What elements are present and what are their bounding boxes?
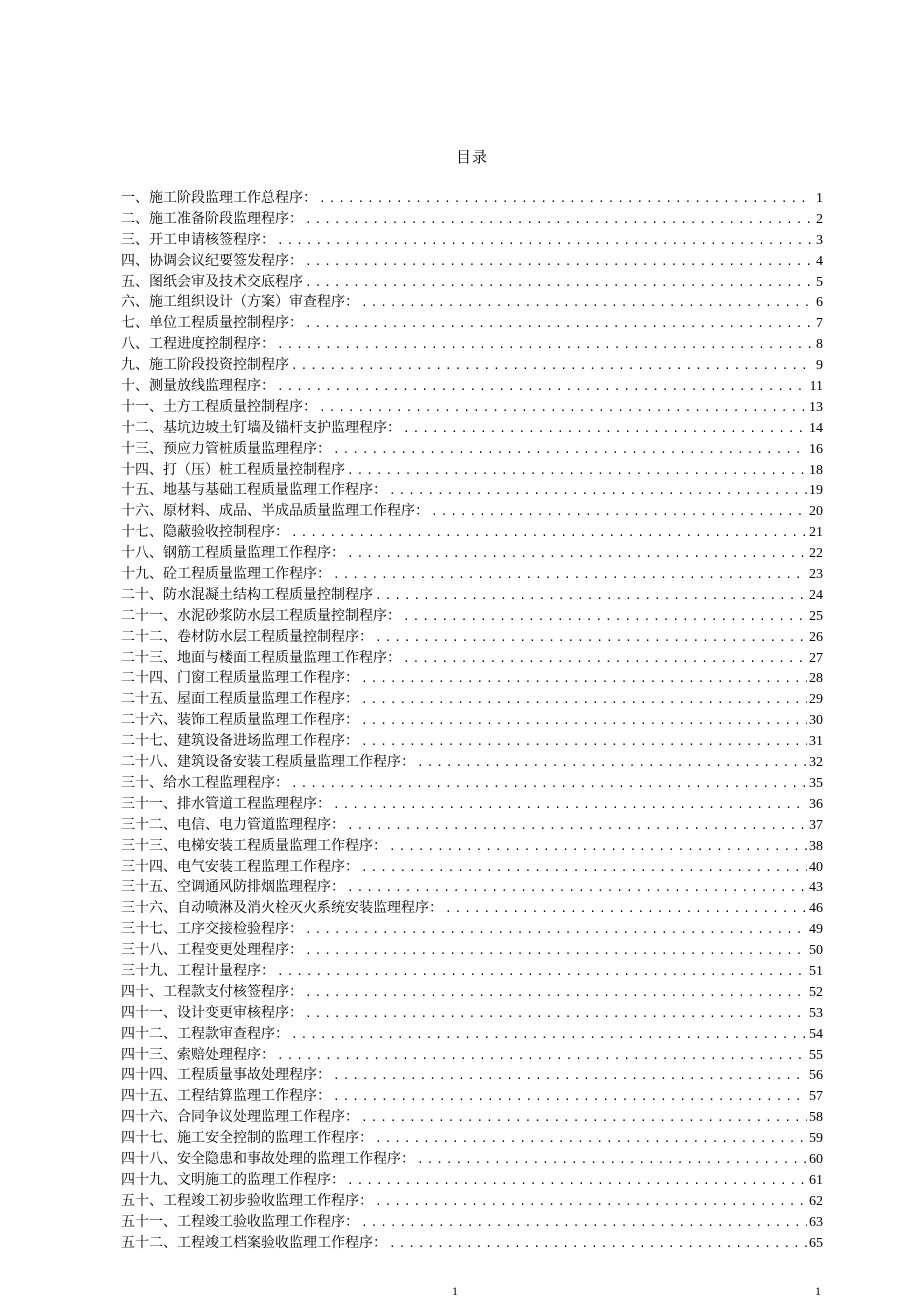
toc-entry-title: 四十二、工程款审查程序： <box>121 1025 289 1042</box>
toc-entry-title: 三十九、工程计量程序： <box>121 962 275 979</box>
toc-entry-title: 四十五、工程结算监理工作程序： <box>121 1088 331 1105</box>
dot-leader <box>277 335 812 356</box>
dot-leader <box>389 481 807 502</box>
toc-entry-title: 五十、工程竣工初步验收监理工作程序： <box>121 1192 373 1209</box>
dot-leader <box>305 252 812 273</box>
toc-entry[interactable] <box>121 1045 823 1066</box>
toc-entry[interactable] <box>121 752 823 773</box>
toc-entry-title: 二十五、屋面工程质量监理工作程序： <box>121 691 359 708</box>
dot-leader <box>375 1129 807 1150</box>
dot-leader <box>361 690 807 711</box>
dot-leader <box>333 795 807 816</box>
toc-entry[interactable] <box>121 292 823 313</box>
toc-entry-title: 四十九、文明施工的监理工作程序： <box>121 1171 345 1188</box>
toc-entry[interactable] <box>121 376 823 397</box>
toc-entry-title: 六、施工组织设计（方案）审查程序： <box>121 294 359 311</box>
dot-leader <box>431 502 807 523</box>
dot-leader <box>417 753 807 774</box>
dot-leader <box>361 1213 807 1234</box>
dot-leader <box>291 523 807 544</box>
toc-entry[interactable] <box>121 606 823 627</box>
dot-leader <box>403 649 807 670</box>
toc-entry-page-number: 65 <box>809 1235 823 1251</box>
toc-entry[interactable] <box>121 1024 823 1045</box>
dot-leader <box>305 983 807 1004</box>
toc-entry[interactable] <box>121 1128 823 1149</box>
toc-entry-title: 十二、基坑边坡土钉墙及锚杆支护监理程序： <box>121 419 401 436</box>
dot-leader <box>347 878 807 899</box>
toc-entry[interactable] <box>121 522 823 543</box>
toc-entry-page-number: 56 <box>809 1068 823 1084</box>
toc-entry-page-number: 9 <box>816 358 823 374</box>
toc-entry-page-number: 16 <box>809 441 823 457</box>
toc-entry-page-number: 49 <box>809 922 823 938</box>
toc-entry-title: 二、施工准备阶段监理程序： <box>121 210 303 227</box>
dot-leader <box>305 314 812 335</box>
toc-title: 目录 <box>455 148 488 166</box>
dot-leader <box>445 899 807 920</box>
dot-leader <box>361 293 812 314</box>
toc-entry-page-number: 53 <box>809 1005 823 1021</box>
toc-entry-page-number: 40 <box>809 859 823 875</box>
toc-entry[interactable] <box>121 710 823 731</box>
toc-entry[interactable] <box>121 648 823 669</box>
toc-entry[interactable] <box>121 209 823 230</box>
dot-leader <box>389 1234 807 1255</box>
dot-leader <box>403 419 807 440</box>
toc-entry[interactable] <box>121 1233 823 1254</box>
toc-entry-page-number: 62 <box>809 1193 823 1209</box>
toc-entry-page-number: 36 <box>809 796 823 812</box>
toc-entry-page-number: 58 <box>809 1110 823 1126</box>
dot-leader <box>305 941 807 962</box>
toc-entry-title: 二十六、装饰工程质量监理工作程序： <box>121 712 359 729</box>
toc-entry-page-number: 54 <box>809 1026 823 1042</box>
dot-leader <box>361 732 807 753</box>
toc-entry-title: 二十一、水泥砂浆防水层工程质量控制程序： <box>121 607 401 624</box>
toc-entry[interactable] <box>121 1212 823 1233</box>
dot-leader <box>333 440 807 461</box>
dot-leader <box>319 189 812 210</box>
toc-entry-title: 四十一、设计变更审核程序： <box>121 1004 303 1021</box>
toc-entry-title: 十六、原材料、成品、半成品质量监理工作程序： <box>121 503 429 520</box>
toc-entry-page-number: 60 <box>809 1151 823 1167</box>
dot-leader <box>347 816 807 837</box>
toc-entry[interactable] <box>121 334 823 355</box>
dot-leader <box>361 858 807 879</box>
toc-entry[interactable] <box>121 961 823 982</box>
toc-entry-title: 四十七、施工安全控制的监理工作程序： <box>121 1130 373 1147</box>
toc-entry-title: 五、图纸会审及技术交底程序 <box>121 273 303 290</box>
toc-entry-page-number: 27 <box>809 650 823 666</box>
toc-list <box>121 188 823 1253</box>
toc-entry[interactable] <box>121 418 823 439</box>
toc-entry[interactable] <box>121 480 823 501</box>
toc-entry-title: 十三、预应力管桩质量监理程序： <box>121 440 331 457</box>
toc-entry-title: 三、开工申请核签程序： <box>121 231 275 248</box>
toc-entry-title: 十四、打（压）桩工程质量控制程序 <box>121 461 345 478</box>
toc-entry[interactable] <box>121 1086 823 1107</box>
toc-entry-page-number: 51 <box>809 963 823 979</box>
dot-leader <box>347 461 807 482</box>
toc-entry[interactable] <box>121 731 823 752</box>
toc-entry-title: 四、协调会议纪要签发程序： <box>121 252 303 269</box>
toc-entry-page-number: 63 <box>809 1214 823 1230</box>
toc-entry[interactable] <box>121 877 823 898</box>
toc-entry[interactable] <box>121 1191 823 1212</box>
toc-entry[interactable] <box>121 773 823 794</box>
dot-leader <box>291 1025 807 1046</box>
toc-entry-title: 二十七、建筑设备进场监理工作程序： <box>121 733 359 750</box>
toc-entry-page-number: 13 <box>809 399 823 415</box>
toc-entry-page-number: 46 <box>809 901 823 917</box>
toc-entry-page-number: 2 <box>816 211 823 227</box>
toc-entry-title: 三十七、工序交接检验程序： <box>121 921 303 938</box>
toc-entry-page-number: 11 <box>809 379 823 395</box>
dot-leader <box>375 1192 807 1213</box>
dot-leader <box>305 920 807 941</box>
dot-leader <box>291 774 807 795</box>
toc-entry[interactable] <box>121 982 823 1003</box>
toc-entry[interactable] <box>121 397 823 418</box>
toc-entry-page-number: 28 <box>809 671 823 687</box>
toc-entry[interactable] <box>121 794 823 815</box>
toc-entry-page-number: 21 <box>809 525 823 541</box>
toc-entry-title: 五十二、工程竣工档案验收监理工作程序： <box>121 1234 387 1251</box>
toc-entry-page-number: 43 <box>809 880 823 896</box>
toc-entry-title: 五十一、工程竣工验收监理工作程序： <box>121 1213 359 1230</box>
toc-entry-title: 二十四、门窗工程质量监理工作程序： <box>121 670 359 687</box>
toc-entry-title: 四十四、工程质量事故处理程序： <box>121 1067 331 1084</box>
dot-leader <box>361 711 807 732</box>
toc-entry-page-number: 50 <box>809 943 823 959</box>
dot-leader <box>333 1087 807 1108</box>
toc-entry-title: 二十八、建筑设备安装工程质量监理工作程序： <box>121 754 415 771</box>
toc-entry-page-number: 19 <box>809 483 823 499</box>
toc-entry-page-number: 37 <box>809 817 823 833</box>
toc-entry-page-number: 57 <box>809 1089 823 1105</box>
dot-leader <box>277 962 807 983</box>
toc-entry-page-number: 25 <box>809 608 823 624</box>
toc-entry-title: 三十二、电信、电力管道监理程序： <box>121 816 345 833</box>
dot-leader <box>305 210 812 231</box>
toc-entry-title: 十九、砼工程质量监理工作程序： <box>121 566 331 583</box>
toc-entry-page-number: 6 <box>816 295 823 311</box>
toc-entry[interactable] <box>121 1107 823 1128</box>
dot-leader <box>361 669 807 690</box>
toc-entry-title: 七、单位工程质量控制程序： <box>121 315 303 332</box>
toc-entry[interactable] <box>121 919 823 940</box>
toc-entry-page-number: 5 <box>816 274 823 290</box>
dot-leader <box>333 565 807 586</box>
toc-entry-page-number: 52 <box>809 984 823 1000</box>
toc-entry-page-number: 23 <box>809 567 823 583</box>
toc-entry[interactable] <box>121 836 823 857</box>
toc-entry[interactable] <box>121 815 823 836</box>
toc-entry-page-number: 24 <box>809 587 823 603</box>
toc-entry-page-number: 29 <box>809 692 823 708</box>
toc-entry-page-number: 22 <box>809 546 823 562</box>
toc-entry[interactable] <box>121 501 823 522</box>
toc-entry[interactable] <box>121 439 823 460</box>
dot-leader <box>333 1066 807 1087</box>
dot-leader <box>277 1046 807 1067</box>
toc-entry[interactable] <box>121 627 823 648</box>
toc-entry-title: 九、施工阶段投资控制程序 <box>121 357 289 374</box>
toc-entry[interactable] <box>121 585 823 606</box>
toc-entry[interactable] <box>121 1170 823 1191</box>
toc-entry[interactable] <box>121 272 823 293</box>
toc-entry-page-number: 7 <box>816 316 823 332</box>
toc-entry-title: 十一、土方工程质量控制程序： <box>121 398 317 415</box>
toc-entry-title: 二十二、卷材防水层工程质量控制程序： <box>121 628 373 645</box>
toc-entry-title: 十七、隐蔽验收控制程序： <box>121 524 289 541</box>
toc-entry-page-number: 32 <box>809 755 823 771</box>
toc-entry-page-number: 31 <box>809 734 823 750</box>
toc-entry-page-number: 8 <box>816 337 823 353</box>
toc-entry-title: 三十、给水工程监理程序： <box>121 774 289 791</box>
dot-leader <box>291 356 812 377</box>
dot-leader <box>305 273 812 294</box>
toc-entry-page-number: 4 <box>816 253 823 269</box>
toc-entry-title: 四十八、安全隐患和事故处理的监理工作程序： <box>121 1150 415 1167</box>
toc-entry-title: 二十三、地面与楼面工程质量监理工作程序： <box>121 649 401 666</box>
toc-entry-title: 十八、钢筋工程质量监理工作程序： <box>121 545 345 562</box>
toc-entry[interactable] <box>121 1003 823 1024</box>
toc-entry[interactable] <box>121 689 823 710</box>
toc-entry[interactable] <box>121 857 823 878</box>
toc-entry-page-number: 3 <box>816 232 823 248</box>
dot-leader <box>319 398 807 419</box>
toc-entry[interactable] <box>121 230 823 251</box>
toc-entry-page-number: 18 <box>809 462 823 478</box>
dot-leader <box>375 628 807 649</box>
toc-entry[interactable] <box>121 188 823 209</box>
toc-entry[interactable] <box>121 543 823 564</box>
toc-entry-title: 一、施工阶段监理工作总程序： <box>121 190 317 206</box>
toc-entry-title: 三十六、自动喷淋及消火栓灭火系统安装监理程序： <box>121 900 443 917</box>
toc-entry[interactable] <box>121 355 823 376</box>
dot-leader <box>389 837 807 858</box>
toc-entry[interactable] <box>121 1065 823 1086</box>
dot-leader <box>403 607 807 628</box>
dot-leader <box>417 1150 807 1171</box>
toc-entry[interactable] <box>121 898 823 919</box>
toc-entry[interactable] <box>121 1149 823 1170</box>
toc-entry-page-number: 1 <box>816 191 823 206</box>
toc-entry[interactable] <box>121 251 823 272</box>
dot-leader <box>277 377 808 398</box>
toc-entry-title: 三十八、工程变更处理程序： <box>121 942 303 959</box>
toc-entry-title: 三十四、电气安装工程监理工作程序： <box>121 858 359 875</box>
toc-entry-title: 四十六、合同争议处理监理工作程序： <box>121 1109 359 1126</box>
toc-entry-title: 三十五、空调通风防排烟监理程序： <box>121 879 345 896</box>
toc-entry-title: 四十、工程款支付核签程序： <box>121 983 303 1000</box>
toc-entry[interactable] <box>121 940 823 961</box>
toc-entry-title: 四十三、索赔处理程序： <box>121 1046 275 1063</box>
toc-entry-page-number: 59 <box>809 1131 823 1147</box>
toc-entry[interactable] <box>121 564 823 585</box>
toc-entry-page-number: 61 <box>809 1172 823 1188</box>
toc-entry-title: 十、测量放线监理程序： <box>121 378 275 395</box>
toc-entry-page-number: 38 <box>809 838 823 854</box>
toc-entry-page-number: 55 <box>809 1047 823 1063</box>
toc-entry-title: 十五、地基与基础工程质量监理工作程序： <box>121 482 387 499</box>
dot-leader <box>347 544 807 565</box>
toc-entry-title: 八、工程进度控制程序： <box>121 336 275 353</box>
dot-leader <box>305 1004 807 1025</box>
toc-entry-page-number: 26 <box>809 629 823 645</box>
toc-entry-page-number: 20 <box>809 504 823 520</box>
toc-entry[interactable] <box>121 460 823 481</box>
toc-entry-title: 二十、防水混凝土结构工程质量控制程序 <box>121 586 373 603</box>
footer-page-number-right: 1 <box>815 1284 821 1298</box>
dot-leader <box>361 1108 807 1129</box>
toc-entry-page-number: 14 <box>809 420 823 436</box>
dot-leader <box>277 231 812 252</box>
toc-entry-page-number: 30 <box>809 713 823 729</box>
toc-entry-title: 三十三、电梯安装工程质量监理工作程序： <box>121 837 387 854</box>
toc-entry[interactable] <box>121 313 823 334</box>
toc-entry-page-number: 35 <box>809 775 823 791</box>
toc-entry-title: 三十一、排水管道工程监理程序： <box>121 795 331 812</box>
footer-page-number: 1 <box>452 1284 458 1298</box>
toc-entry[interactable] <box>121 668 823 689</box>
dot-leader <box>375 586 807 607</box>
dot-leader <box>347 1171 807 1192</box>
